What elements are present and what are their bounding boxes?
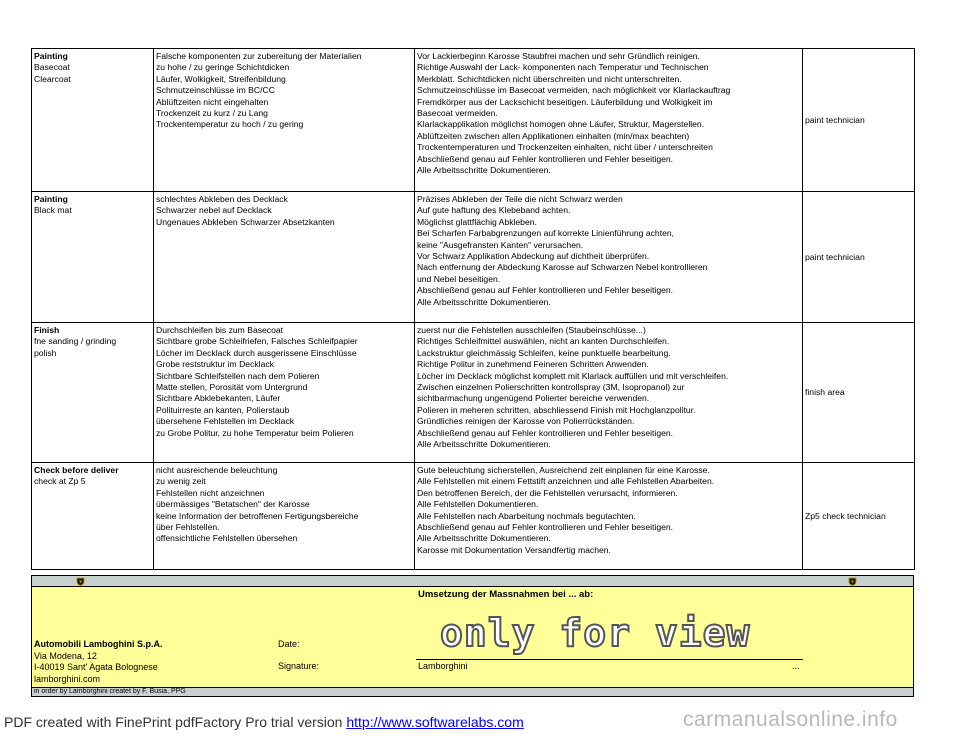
measures-line: Trockentemperaturen und Trockenzeiten einhalten, nicht über / unterschreiten [417, 142, 713, 153]
measures-line: Löcher im Decklack möglichst komplett mit Klarlack auffüllen und mit verschleifen. [417, 370, 729, 381]
faults-line: Läufer, Wolkigkeit, Streifenbildung [156, 73, 286, 84]
measures-line: Richtige Auswahl der Lack- komponenten nach Temperatur und Technischen [417, 62, 709, 73]
measures-line: Gute beleuchtung sicherstellen, Ausreichend zeit einplanen für eine Karosse. [417, 465, 710, 475]
measures-line: Merkblatt. Schichtdicken nicht überschreiten und nicht unterschreiten. [417, 73, 682, 84]
measures-line: Polieren in meheren schritten, abschliessend Finish mit Hochglanzpolitur. [417, 404, 696, 415]
faults-line: über Fehlstellen. [156, 522, 220, 533]
faults-line: Ungenaues Abkleben Schwarzer Absetzkanten [156, 216, 335, 227]
measures-line: Nach entfernung der Abdeckung Karosse auf Schwarzen Nebel kontrollieren [417, 262, 708, 273]
faults-line: übermässiges "Betatschen" der Karosse [156, 499, 310, 510]
faults-line: Ablüftzeiten nicht eingehalten [156, 96, 269, 107]
table-row [32, 463, 915, 570]
faults-line: Schmutzeinschlüsse im BC/CC [156, 85, 275, 96]
lamborghini-shield-icon [848, 577, 857, 586]
faults-line: zu hohe / zu geringe Schichtdicken [156, 62, 290, 73]
lamborghini-shield-icon [76, 577, 85, 586]
measures-line: Präzises Abkleben der Teile die nicht Schwarz werden [417, 194, 623, 204]
measures-line: Richtiges Schleifmittel auswählen, nicht an kanten Durchschleifen. [417, 336, 670, 347]
process-line: check at Zp 5 [34, 476, 86, 487]
measures-line: Schmutzeinschlüsse im Basecoat vermeiden, nach möglichkeit vor Klarlackauftrag [417, 85, 731, 96]
measures-line: Lackstruktur gleichmässig Schleifen, keine punktuelle bearbeitung. [417, 347, 671, 358]
measures-line: Alle Arbeitsschritte Dokumentieren. [417, 165, 551, 176]
process-title: Painting [34, 194, 68, 204]
signature-dots: ... [792, 661, 800, 671]
process-line: Black mat [34, 205, 72, 216]
faults-line: Matte stellen, Porosität vom Untergrund [156, 382, 308, 393]
faults-line: Fehlstellen nicht anzeichnen [156, 487, 265, 498]
table-row [32, 323, 915, 463]
measures-cell [415, 192, 803, 323]
signature-label: Signature: [278, 661, 320, 671]
measures-line: Alle Fehlstellen Dokumentieren. [417, 499, 539, 510]
company-website: lamborghini.com [34, 673, 101, 684]
faults-line: Durchschleifen bis zum Basecoat [156, 325, 284, 335]
faults-cell [154, 323, 415, 463]
faults-line: Sichtbare grobe Schleifriefen, Falsches Schleifpapier [156, 336, 358, 347]
faults-line: Trockentemperatur zu hoch / zu gering [156, 119, 304, 130]
faults-line: zu wenig zeit [156, 476, 206, 487]
faults-line: Löcher im Decklack durch ausgerissene Einschlüsse [156, 347, 357, 358]
measures-sheet [31, 48, 914, 570]
measures-table-body [32, 49, 915, 570]
measures-line: zuerst nur die Fehlstellen ausschleifen (Staubeinschlüsse...) [417, 325, 646, 335]
process-title: Check before deliver [34, 465, 119, 475]
faults-line: keine Information der betroffenen Fertigungsbereiche [156, 510, 359, 521]
faults-line: nicht ausreichende beleuchtung [156, 465, 278, 475]
measures-line: Auf gute haftung des Klebeband achten. [417, 205, 571, 216]
measures-line: Abschließend genau auf Fehler kontrollieren und Fehler beseitigen. [417, 285, 674, 296]
process-title: Painting [34, 51, 68, 61]
measures-line: Abschließend genau auf Fehler kontrollieren und Fehler beseitigen. [417, 153, 674, 164]
measures-line: Ablüftzeiten zwischen allen Applikationen einhalten (min/max beachten) [417, 130, 690, 141]
faults-cell [154, 463, 415, 570]
responsible-cell: paint technician [803, 49, 915, 192]
faults-line: Sichtbare Abklebekanten, Läufer [156, 393, 281, 404]
process-cell [32, 49, 154, 192]
faults-line: übersehene Fehlstellen im Decklack [156, 416, 295, 427]
faults-line: Falsche komponenten zur zubereitung der Materialien [156, 51, 362, 61]
measures-line: Gründliches reinigen der Karosse von Polierrückständen. [417, 416, 635, 427]
table-row [32, 49, 915, 192]
site-watermark: carmanualsonline.info [683, 708, 898, 731]
company-address-line: I-40019 Sant' Agata Bolognese [34, 662, 158, 672]
company-name: Automobili Lamboghini S.p.A. [34, 639, 163, 649]
measures-line: Bei Scharfen Farbabgrenzungen auf korrekte Linienführung achten, [417, 228, 675, 239]
table-row [32, 192, 915, 323]
process-line: Clearcoat [34, 73, 71, 84]
measures-line: Abschließend genau auf Fehler kontrollieren und Fehler beseitigen. [417, 427, 674, 438]
measures-line: Basecoat vermeiden. [417, 108, 498, 119]
measures-line: Alle Arbeitsschritte Dokumentieren. [417, 296, 551, 307]
implementation-heading: Umsetzung der Massnahmen bei ... ab: [418, 589, 594, 600]
measures-cell [415, 323, 803, 463]
measures-line: sichtbarmachung ungenügend Polierter bereiche verwenden. [417, 393, 650, 404]
faults-cell [154, 49, 415, 192]
measures-line: Möglichst glattflächig Abkleben. [417, 216, 537, 227]
pdf-creator-text: PDF created with FinePrint pdfFactory Pro trial version [4, 714, 343, 730]
measures-line: Alle Arbeitsschritte Dokumentieren. [417, 439, 551, 450]
measures-line: Alle Fehlstellen nach Abarbeitung nochmals begutachten. [417, 510, 636, 521]
process-line: fne sanding / grinding [34, 336, 117, 347]
process-title: Finish [34, 325, 60, 335]
measures-line: Alle Arbeitsschritte Dokumentieren. [417, 533, 551, 544]
responsible-cell: Zp5 check technician [803, 463, 915, 570]
company-address-block [34, 639, 163, 685]
measures-line: und Nebel beseitigen. [417, 273, 501, 284]
measures-line: Klarlackapplikation möglichst homogen ohne Läufer, Struktur, Magerstellen. [417, 119, 705, 130]
responsible-cell: finish area [803, 323, 915, 463]
faults-line: Sichtbare Schleifstellen nach dem Polieren [156, 370, 320, 381]
signature-value: Lamborghini [418, 661, 468, 671]
measures-line: Abschließend genau auf Fehler kontrollieren und Fehler beseitigen. [417, 522, 674, 533]
softwarelabs-link[interactable]: http://www.softwarelabs.com [346, 714, 524, 730]
measures-line: Alle Fehlstellen mit einem Fettstift anzeichnen und alle Fehlstellen Abarbeiten. [417, 476, 715, 487]
separator-band [31, 575, 914, 587]
measures-line: Fremdkörper aus der Lackschicht beseitigen. Läuferbildung und Wolkigkeit im [417, 96, 713, 107]
process-line: polish [34, 347, 57, 358]
faults-line: offensichtliche Fehlstellen übersehen [156, 533, 298, 544]
measures-line: Vor Schwarz Applikation Abdeckung auf dichtheit überprüfen. [417, 251, 650, 262]
process-cell [32, 192, 154, 323]
faults-line: schlechtes Abkleben des Decklack [156, 194, 288, 204]
measures-cell [415, 463, 803, 570]
date-label: Date: [278, 639, 300, 649]
faults-line: Grobe reststruktur im Decklack [156, 359, 274, 370]
pdf-creator-note [4, 714, 524, 730]
only-for-view-watermark: only for view [440, 611, 751, 655]
measures-line: Vor Lackierbeginn Karosse Staubfrei machen und sehr Gründlich reinigen. [417, 51, 700, 61]
process-line: Basecoat [34, 62, 70, 73]
signature-line [416, 659, 803, 660]
credit-line: in order by Lamborghini createt by F. Busia, PPG [31, 687, 914, 697]
measures-line: Karosse mit Dokumentation Versandfertig machen. [417, 544, 611, 555]
process-cell [32, 323, 154, 463]
faults-cell [154, 192, 415, 323]
measures-cell [415, 49, 803, 192]
implementation-footer [31, 587, 914, 687]
measures-table [31, 48, 915, 570]
measures-line: Zwischen einzelnen Polierschritten kontrollspray (3M, Isopropanol) zur [417, 382, 685, 393]
process-cell [32, 463, 154, 570]
faults-line: Polituirreste an kanten, Polierstaub [156, 404, 290, 415]
measures-line: Den betroffenen Bereich, der die Fehlstellen verursacht, informieren. [417, 487, 678, 498]
measures-line: keine "Ausgefransten Kanten" verursachen. [417, 239, 584, 250]
faults-line: Schwarzer nebel auf Decklack [156, 205, 272, 216]
responsible-cell: paint technician [803, 192, 915, 323]
faults-line: Trockenzeit zu kurz / zu Lang [156, 108, 268, 119]
faults-line: zu Grobe Politur, zu hohe Temperatur beim Polieren [156, 427, 354, 438]
measures-line: Richtige Politur in zunehmend Feineren Schritten Anwenden. [417, 359, 649, 370]
company-address-line: Via Modena, 12 [34, 650, 97, 661]
